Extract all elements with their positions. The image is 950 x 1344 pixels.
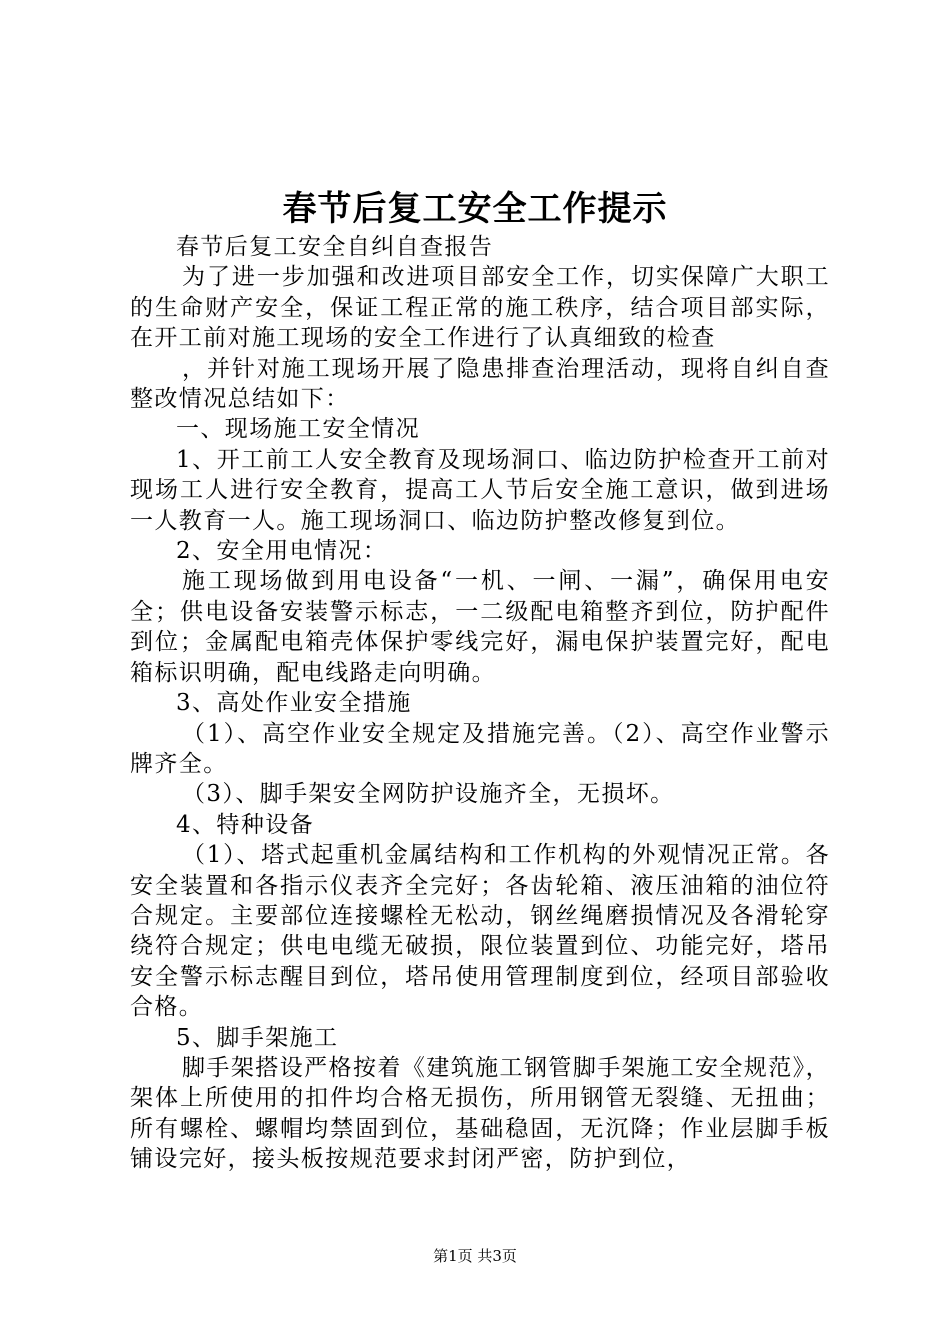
item-1-paragraph: 1、开工前工人安全教育及现场洞口、临边防护检查开工前对现场工人进行安全教育，提高工人节后安全施工意识，做到进场一人教育一人。施工现场洞口、临边防护整改修复到位。 (130, 446, 830, 534)
item-2-paragraph: 施工现场做到用电设备“一机、一闸、一漏”，确保用电安全；供电设备安装警示标志，一二级配电箱整齐到位，防护配件到位；金属配电箱壳体保护零线完好，漏电保护装置完好，配电箱标识明确，配电线路走向明确。 (130, 568, 830, 686)
page-number-footer: 第1页 共3页 (433, 1247, 517, 1265)
item-3-paragraph-2: （3）、脚手架安全网防护设施齐全，无损坏。 (182, 781, 675, 808)
item-3-heading: 3、高处作业安全措施 (176, 690, 412, 717)
item-3-paragraph-1: （1）、高空作业安全规定及措施完善。（2）、高空作业警示牌齐全。 (130, 720, 830, 777)
item-4-heading: 4、特种设备 (176, 811, 315, 838)
section-heading-1: 一、现场施工安全情况 (176, 416, 420, 443)
intro-paragraph: 为了进一步加强和改进项目部安全工作，切实保障广大职工的生命财产安全，保证工程正常的施工秩序，结合项目部实际，在开工前对施工现场的安全工作进行了认真细致的检查 (130, 264, 830, 352)
document-body (130, 232, 830, 1175)
item-2-heading: 2、安全用电情况： (176, 538, 388, 565)
document-title: 春节后复工安全工作提示 (282, 189, 668, 229)
item-4-paragraph: （1）、塔式起重机金属结构和工作机构的外观情况正常。各安全装置和各指示仪表齐全完好；各齿轮箱、液压油箱的油位符合规定。主要部位连接螺栓无松动，钢丝绳磨损情况及各滑轮穿绕符合规定；供电电缆无破损，限位装置到位、功能完好，塔吊安全警示标志醒目到位，塔吊使用管理制度到位，经项目部验收合格。 (130, 842, 830, 1021)
intro-continuation: ，并针对施工现场开展了隐患排查治理活动，现将自纠自查整改情况总结如下： (130, 355, 830, 413)
item-5-paragraph: 脚手架搭设严格按着《建筑施工钢管脚手架施工安全规范》，架体上所使用的扣件均合格无损伤，所用钢管无裂缝、无扭曲；所有螺栓、螺帽均禁固到位，基础稳固，无沉降；作业层脚手板铺设完好，接头板按规范要求封闭严密，防护到位， (130, 1054, 830, 1173)
report-subtitle: 春节后复工安全自纠自查报告 (176, 234, 494, 260)
item-5-heading: 5、脚手架施工 (176, 1024, 339, 1051)
